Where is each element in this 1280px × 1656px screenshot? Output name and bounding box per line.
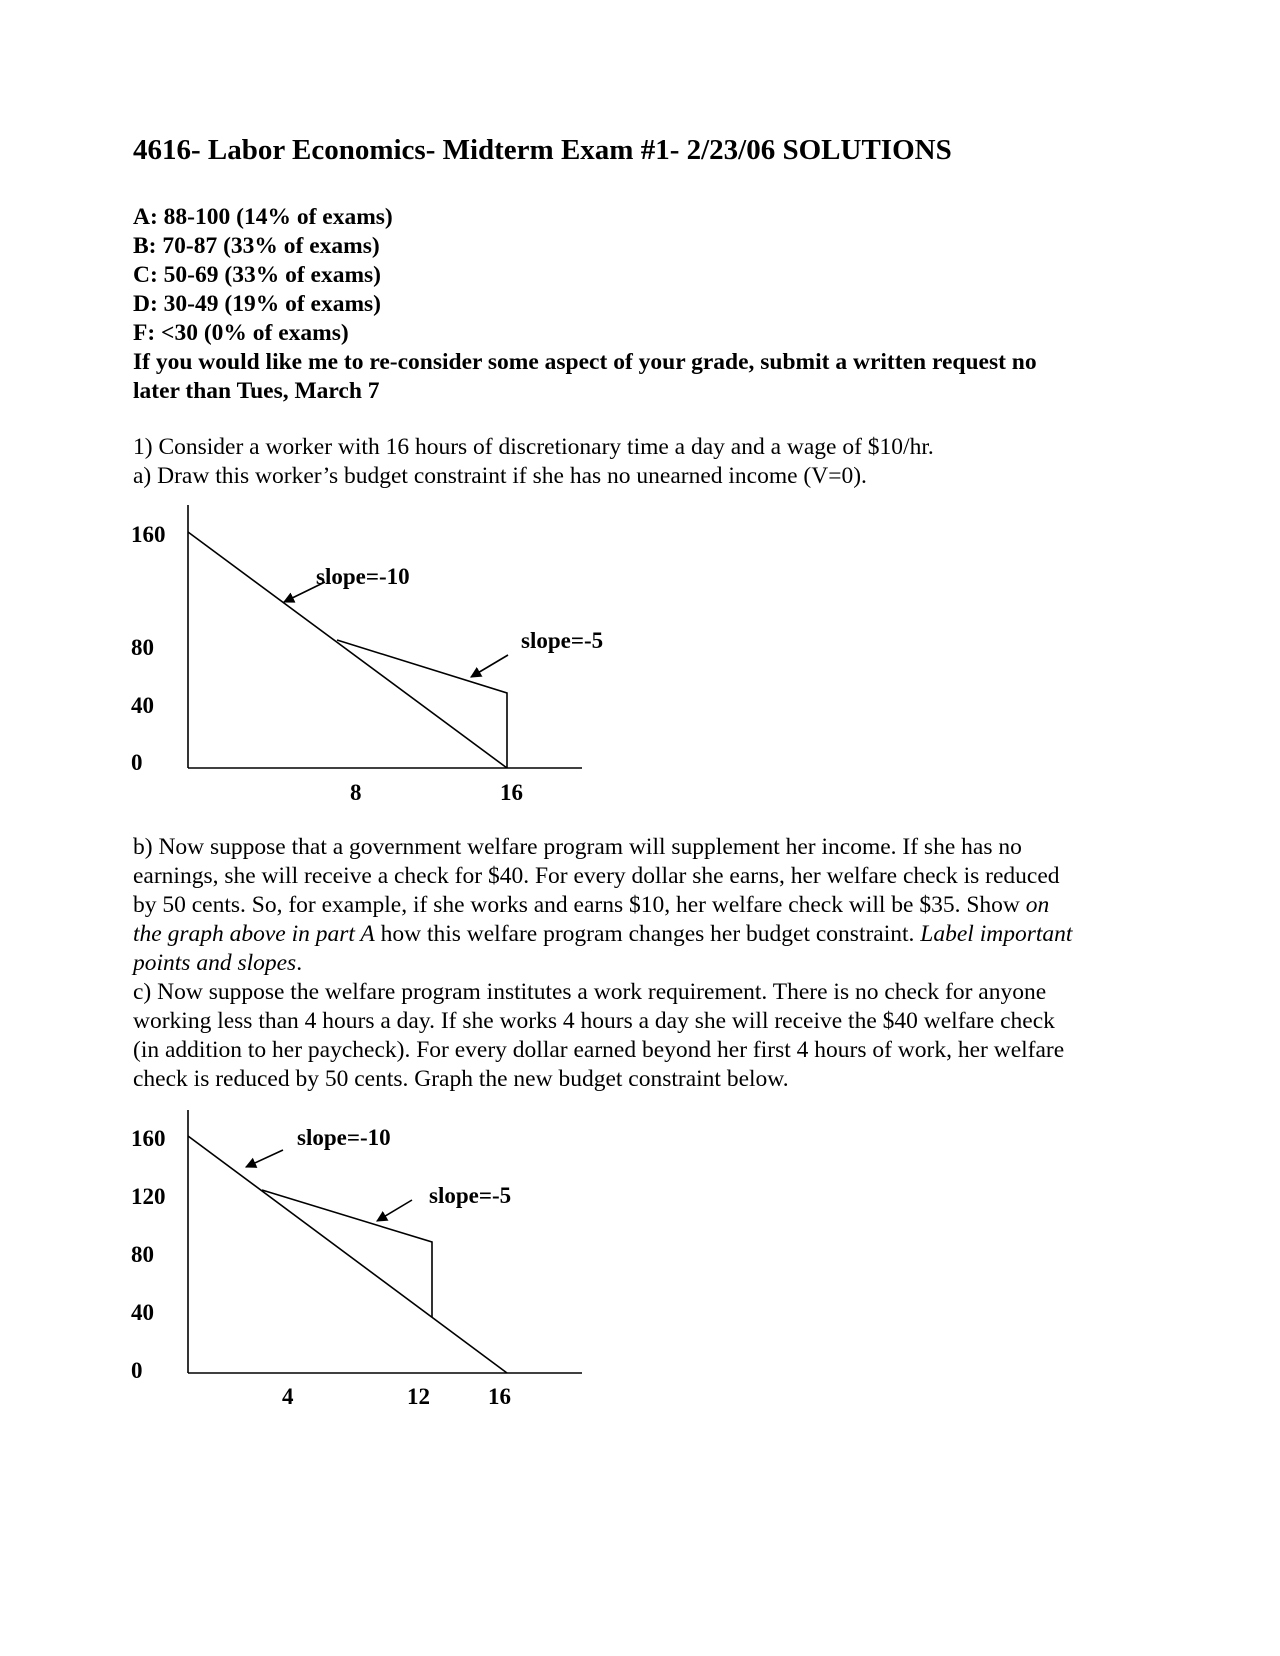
y-tick-label: 80 <box>131 1242 154 1267</box>
question-1b-emphasis: the graph above in part A <box>133 921 375 947</box>
x-tick-label: 8 <box>350 780 362 805</box>
question-1b-emphasis: points and slopes <box>133 950 297 976</box>
question-1b-emphasis: on <box>1025 892 1050 918</box>
y-tick-label: 120 <box>131 1184 166 1209</box>
x-tick-label: 4 <box>282 1384 294 1409</box>
y-tick-label: 40 <box>131 693 154 718</box>
x-tick-label: 12 <box>407 1384 430 1409</box>
regrade-notice-line-1: If you would like me to re-consider some aspect of your grade, submit a written request no <box>133 349 1037 375</box>
question-1a-text: a) Draw this worker’s budget constraint if she has no unearned income (V=0). <box>133 463 867 489</box>
x-tick-label: 16 <box>488 1384 511 1409</box>
y-tick-label: 0 <box>131 1358 143 1383</box>
question-1c-line: (in addition to her paycheck). For every dollar earned beyond her first 4 hours of work, her welfare <box>133 1037 1065 1063</box>
y-tick-label: 160 <box>131 1126 166 1151</box>
question-1c-line: c) Now suppose the welfare program institutes a work requirement. There is no check for anyone <box>133 979 1047 1005</box>
grade-line-d: D: 30-49 (19% of exams) <box>133 291 382 317</box>
grade-line-b: B: 70-87 (33% of exams) <box>133 233 380 259</box>
slope-arrow-10 <box>246 1150 283 1167</box>
y-tick-label: 80 <box>131 635 154 660</box>
page-title: 4616- Labor Economics- Midterm Exam #1- 2/23/06 SOLUTIONS <box>133 134 952 166</box>
slope-arrow-5 <box>377 1200 412 1221</box>
question-1b-text: how this welfare program changes her budget constraint. <box>374 921 921 947</box>
regrade-notice-line-2: later than Tues, March 7 <box>133 378 380 404</box>
x-tick-label: 16 <box>500 780 523 805</box>
y-tick-label: 40 <box>131 1300 154 1325</box>
y-tick-label: 0 <box>131 750 143 775</box>
grade-line-f: F: <30 (0% of exams) <box>133 320 349 346</box>
question-1b-text: by 50 cents. So, for example, if she works and earns $10, her welfare check will be $35. Show <box>133 892 1026 918</box>
question-1b-line: earnings, she will receive a check for $40. For every dollar she earns, her welfare check is reduced <box>133 863 1060 889</box>
budget-line <box>188 1136 507 1373</box>
grade-line-a: A: 88-100 (14% of exams) <box>133 204 393 230</box>
grade-line-c: C: 50-69 (33% of exams) <box>133 262 382 288</box>
slope-label: slope=-10 <box>316 564 410 589</box>
slope-label: slope=-5 <box>429 1183 512 1208</box>
question-1b-emphasis: Label important <box>920 921 1073 947</box>
question-1b-text: . <box>296 950 303 976</box>
slope-label: slope=-5 <box>521 628 604 653</box>
question-1c-line: check is reduced by 50 cents. Graph the new budget constraint below. <box>133 1066 789 1092</box>
question-1-text: 1) Consider a worker with 16 hours of discretionary time a day and a wage of $10/hr. <box>133 434 934 460</box>
question-1b-line: b) Now suppose that a government welfare program will supplement her income. If she has no <box>133 834 1022 860</box>
question-1c-line: working less than 4 hours a day. If she works 4 hours a day she will receive the $40 welfare check <box>133 1008 1055 1034</box>
y-tick-label: 160 <box>131 522 166 547</box>
slope-label: slope=-10 <box>297 1125 391 1150</box>
